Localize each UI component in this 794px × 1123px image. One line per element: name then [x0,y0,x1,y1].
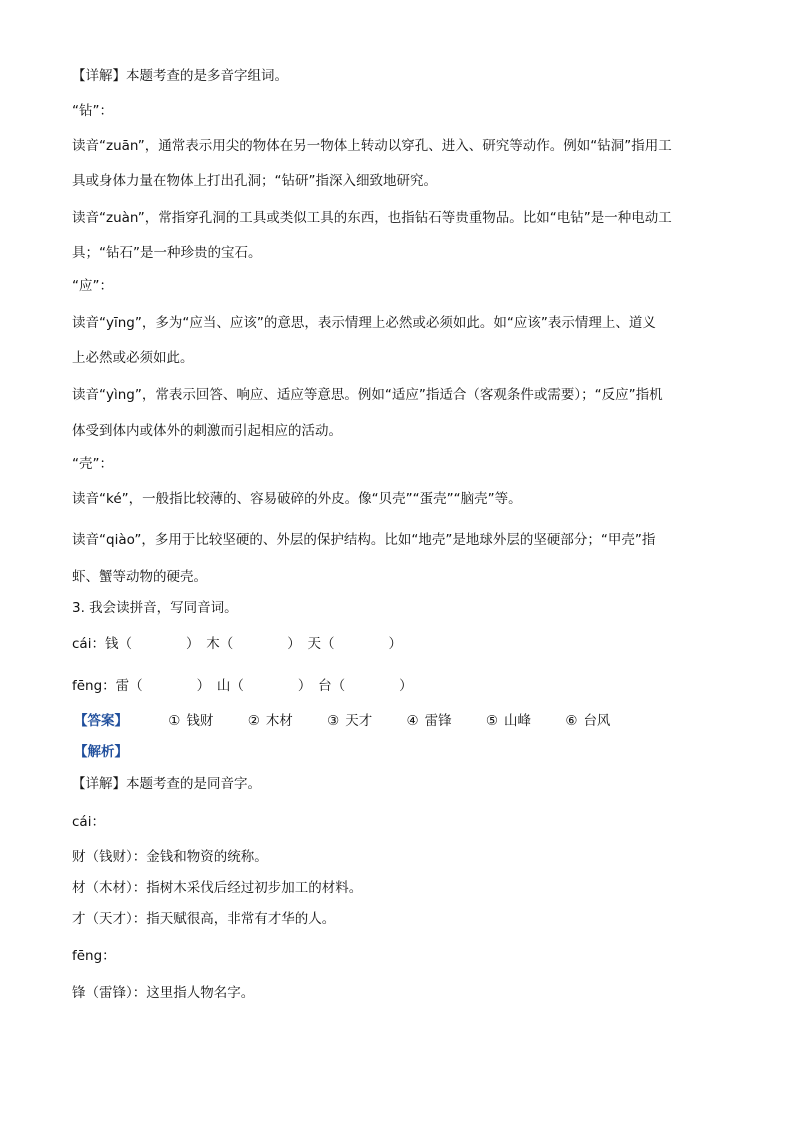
explanation-line: 才（天才）：指天赋很高，非常有才华的人。 [72,911,336,927]
answer-row [74,711,640,731]
paragraph-line: 虾、蟹等动物的硬壳。 [72,569,207,585]
analysis-label: 【解析】 [74,744,128,760]
explanation-line: 财（钱财）：金钱和物资的统称。 [72,849,268,865]
circled-number: ⑤ [485,713,499,729]
paragraph-line: 读音“ké”，一般指比较薄的、容易破碎的外皮。像“贝壳”“蛋壳”“脑壳”等。 [72,491,522,507]
cai-blanks-row: cái：钱（ ） 木（ ） 天（ ） [72,636,402,652]
answer-text: 雷锋 [424,713,452,729]
paragraph-line: 读音“qiào”，多用于比较坚硬的、外层的保护结构。比如“地壳”是地球外层的坚硬部分；“甲壳”指 [72,532,656,548]
answer-item [168,711,213,731]
answer-label: 【答案】 [74,713,128,729]
answer-item [565,711,610,731]
feng-blanks-row: fēng：雷（ ） 山（ ） 台（ ） [72,678,413,694]
answer-item [486,711,531,731]
answer-text: 钱财 [186,713,214,729]
explanation-line: 锋（雷锋）：这里指人物名字。 [72,985,255,1001]
answer-text: 山峰 [504,713,532,729]
pinyin-feng: fēng： [72,948,116,964]
pinyin-cai: cái： [72,814,105,830]
paragraph-line: 上必然或必须如此。 [72,350,194,366]
paragraph-line: 具或身体力量在物体上打出孔洞；“钻研”指深入细致地研究。 [72,173,437,189]
detail-heading-2: 【详解】本题考查的是同音字。 [72,776,261,792]
paragraph-line: 读音“yīng”，多为“应当、应该”的意思，表示情理上必然或必须如此。如“应该”表示情理上、道义 [72,315,656,331]
circled-number: ⑥ [565,713,578,729]
char-zuan-heading: “钻”： [72,103,113,119]
circled-number: ④ [406,713,419,729]
paragraph-line: 体受到体内或体外的刺激而引起相应的活动。 [72,423,342,439]
explanation-line: 材（木材）：指树木采伐后经过初步加工的材料。 [72,880,363,896]
circled-number: ③ [327,713,340,729]
answer-item [407,711,452,731]
char-ke-heading: “壳”： [72,456,113,472]
paragraph-line: 具；“钻石”是一种珍贵的宝石。 [72,245,262,261]
paragraph-line: 读音“yìng”，常表示回答、响应、适应等意思。例如“适应”指适合（客观条件或需要）；“反应”指机 [72,387,663,403]
paragraph-line: 读音“zuān”，通常表示用尖的物体在另一物体上转动以穿孔、进入、研究等动作。例如“钻洞”指用工 [72,138,672,154]
answer-text: 天才 [345,713,373,729]
answer-text: 木材 [265,713,293,729]
paragraph-line: 读音“zuàn”，常指穿孔洞的工具或类似工具的东西，也指钻石等贵重物品。比如“电钻”是一种电动工 [72,210,672,226]
answer-text: 台风 [583,713,611,729]
answer-item [248,711,293,731]
circled-number: ① [168,713,181,729]
answer-item [327,711,372,731]
circled-number: ② [247,713,260,729]
char-ying-heading: “应”： [72,278,113,294]
detail-heading-1: 【详解】本题考查的是多音字组词。 [72,68,288,84]
question-3: 3. 我会读拼音，写同音词。 [72,600,238,616]
